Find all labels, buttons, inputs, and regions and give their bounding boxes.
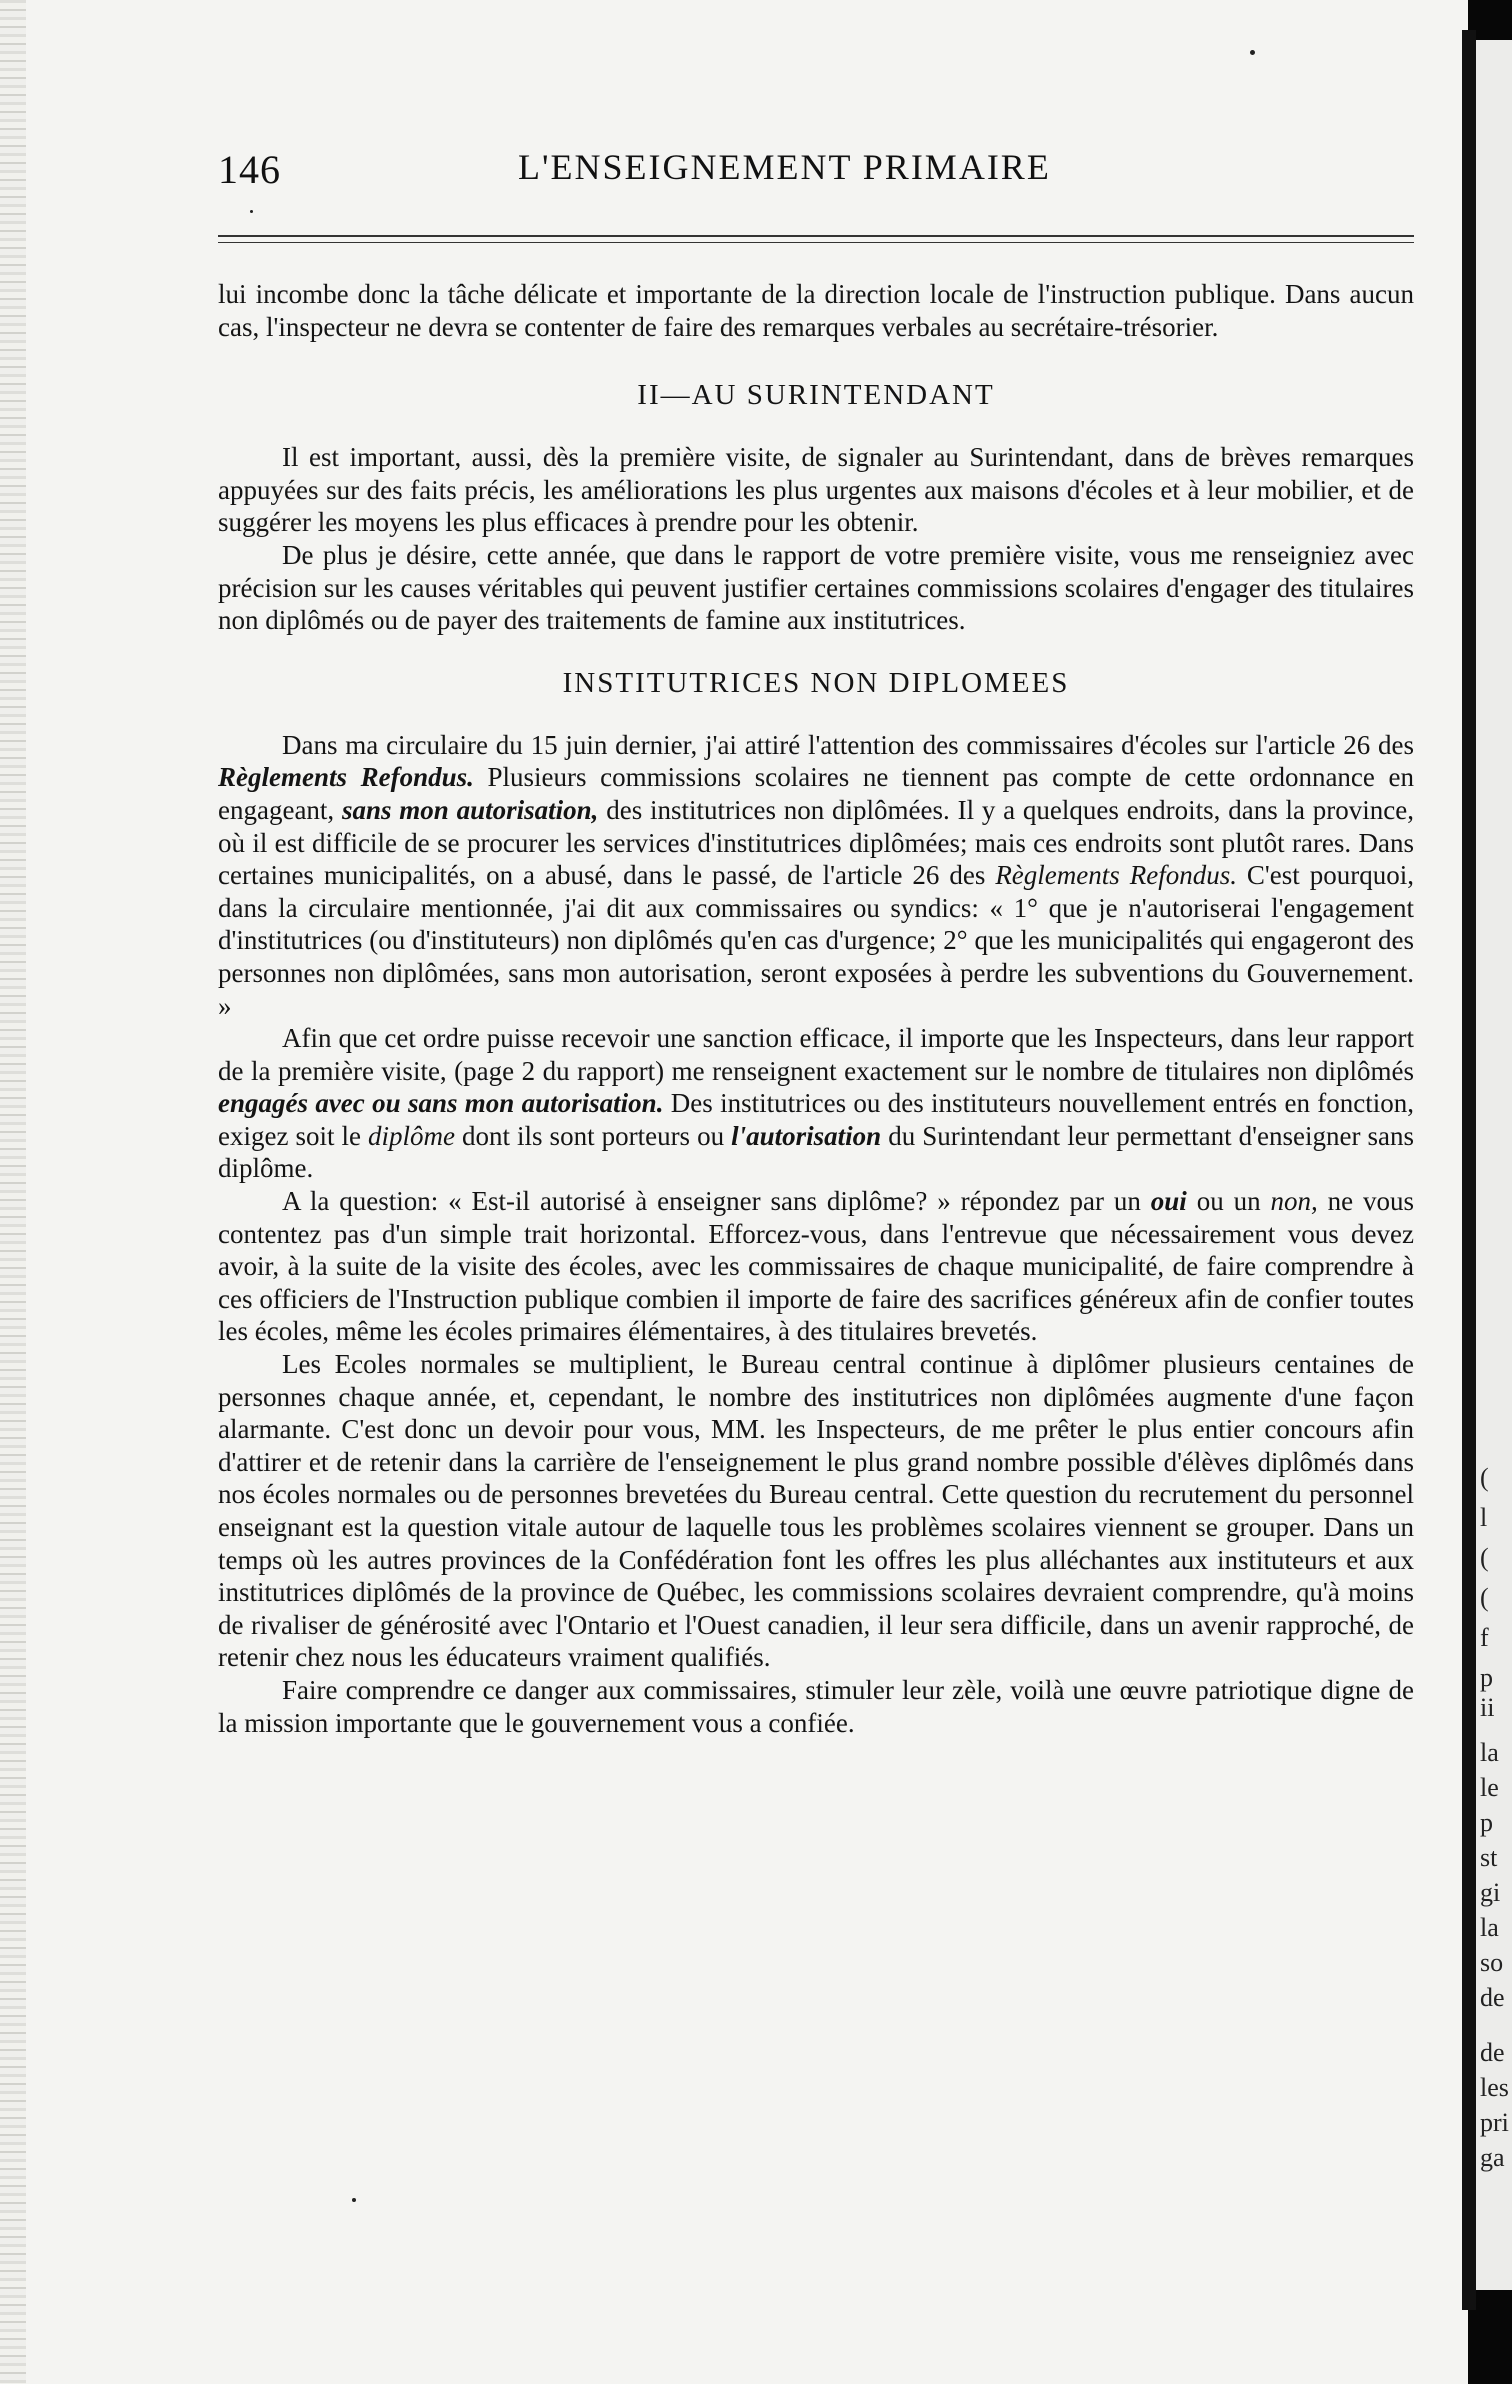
running-header <box>218 146 1418 206</box>
italic-run: oui <box>1150 1186 1187 1217</box>
paragraph <box>218 729 1414 1022</box>
header-rule-thin <box>218 242 1414 243</box>
facing-page-fragment: ( <box>1480 1543 1489 1572</box>
facing-page-fragment: le <box>1480 1773 1499 1802</box>
paragraph: Les Ecoles normales se multiplient, le Bureau central continue à diplômer plusieurs centaines de personnes chaque année, et, cependant, le nombre des institutrices non diplômées augmente d'une façon alarmante. C'est donc un devoir pour vous, MM. les Inspecteurs, de me prêter le plus entier concours afin d'attirer et de retenir dans la carrière de l'enseignement le plus grand nombre possible d'élèves diplômés dans nos écoles normales ou de personnes brevetées du Bureau central. Cette question du recrutement du personnel enseignant est la question vitale autour de laquelle tous les problèmes scolaires viennent se grouper. Dans un temps où les autres provinces de la Confédération font les offres les plus alléchantes aux instituteurs et aux institutrices diplômés de la province de Québec, les commissions scolaires devraient comprendre, qu'à moins de rivaliser de générosité avec l'Ontario et l'Ouest canadien, il leur sera difficile, dans un avenir rapproché, de retenir chez nous les éducateurs vraiment qualifiés. <box>218 1349 1414 1673</box>
text-run: Plusieurs commissions scolaires ne tiennent pas compte de cette ordonnance en engageant, <box>218 762 1415 825</box>
facing-page-fragment: f <box>1480 1623 1489 1652</box>
text-run: ne vous contentez pas d'un simple trait horizontal. Efforcez-vous, dans l'entrevue que nécessairement vous devez avoir, à la suite de la visite des écoles, avec les commissaires de chaque municipalité, de faire comprendre à ces officiers de l'Instruction publique combien il importe de faire des sacrifices généreux afin de confier toutes les écoles, même les écoles primaires élémentaires, à des titulaires brevetés. <box>218 1186 1415 1347</box>
header-rule <box>218 235 1414 237</box>
page-edge <box>0 0 26 2384</box>
italic-run: Règlements Refondus. <box>218 762 474 793</box>
facing-page-fragment: p <box>1480 1808 1493 1837</box>
facing-page-fragment: de <box>1480 2038 1505 2067</box>
text-run: Afin que cet ordre puisse recevoir une sanction efficace, il importe que les Inspecteurs, dans leur rapport de la première visite, (page 2 du rapport) me renseignent exactement sur le nombre de titulaires non diplômés <box>218 1023 1414 1086</box>
italic-run: sans mon autorisation, <box>341 794 599 825</box>
facing-page-fragment: l <box>1480 1503 1488 1532</box>
paragraph: lui incombe donc la tâche délicate et importante de la direction locale de l'instruction publique. Dans aucun cas, l'inspecteur ne devra se contenter de faire des remarques verbales au secrétaire-trésorier. <box>218 279 1414 342</box>
facing-page-fragment: la <box>1480 1738 1499 1767</box>
speck <box>250 210 253 213</box>
italic-run: engagés avec ou sans mon autorisation. <box>218 1088 664 1119</box>
text-run: des institutrices non diplômées. Il y a quelques endroits, dans la province, où il est difficile de se procurer les services d'institutrices diplômées; mais ces endroits sont plutôt rares. Dans certaines municipalités, on a abusé, dans le passé, de l'article 26 des <box>218 794 1414 891</box>
facing-page-fragment: les <box>1480 2073 1509 2102</box>
paragraph: Faire comprendre ce danger aux commissaires, stimuler leur zèle, voilà une œuvre patriotique digne de la mission importante que le gouvernement vous a confiée. <box>218 1674 1414 1738</box>
text-run: Dans ma circulaire du 15 juin dernier, j'ai attiré l'attention des commissaires d'écoles sur l'article 26 des <box>282 729 1414 760</box>
facing-page-fragment: so <box>1480 1948 1504 1977</box>
italic-run: non, <box>1270 1186 1318 1217</box>
italic-run: l'autorisation <box>731 1120 882 1151</box>
facing-page-fragment: ( <box>1480 1583 1489 1612</box>
facing-page-fragment: pri <box>1480 2108 1509 2137</box>
page-number: 146 <box>218 147 281 192</box>
italic-run: diplôme <box>368 1120 455 1151</box>
text-run: du Surintendant leur permettant d'enseigner sans diplôme. <box>218 1120 1414 1184</box>
facing-page-fragment: ( <box>1480 1463 1489 1492</box>
facing-page-fragment: la <box>1480 1913 1499 1942</box>
facing-page-fragment: ga <box>1480 2143 1505 2172</box>
facing-page-fragment: ii <box>1480 1693 1495 1722</box>
paragraph: De plus je désire, cette année, que dans le rapport de votre première visite, vous me renseigniez avec précision sur les causes véritables qui peuvent justifier certaines commissions scolaires d'engager des titulaires non diplômés ou de payer des traitements de famine aux institutrices. <box>218 539 1414 636</box>
text-run: dont ils sont porteurs ou <box>455 1120 732 1151</box>
facing-page-fragment: p <box>1480 1663 1493 1692</box>
paragraph <box>218 1022 1414 1185</box>
section-heading: INSTITUTRICES NON DIPLOMEES <box>562 666 1070 699</box>
book-gutter <box>1462 30 1476 2310</box>
text-run: C'est pourquoi, dans la circulaire mentionnée, j'ai dit aux commissaires ou syndics: « 1° que je n'autoriserai l'engagement d'institutrices (ou d'instituteurs) non diplômés qu'en cas d'urgence; 2° que les municipalités qui engageront des personnes non diplômées, sans mon autorisation, seront exposées à perdre les subventions du Gouvernement. » <box>218 860 1414 1021</box>
text-run: A la question: « Est-il autorisé à enseigner sans diplôme? » répondez par un <box>282 1186 1151 1217</box>
running-title: L'ENSEIGNEMENT PRIMAIRE <box>518 147 1051 187</box>
paragraph <box>218 1185 1414 1348</box>
facing-page-fragment: gi <box>1480 1878 1501 1907</box>
facing-page-fragment: de <box>1480 1983 1505 2012</box>
paragraph: Il est important, aussi, dès la première visite, de signaler au Surintendant, dans de brèves remarques appuyées sur des faits précis, les améliorations les plus urgentes aux maisons d'écoles et à leur mobilier, et de suggérer les moyens les plus efficaces à prendre pour les obtenir. <box>218 442 1414 538</box>
text-run: ou un <box>1186 1186 1271 1217</box>
speck <box>352 2198 356 2202</box>
speck <box>1250 50 1255 55</box>
facing-page-fragment: st <box>1480 1843 1498 1872</box>
text-run: Des institutrices ou des instituteurs nouvellement entrés en fonction, exigez soit le <box>218 1088 1414 1151</box>
section-heading: II—AU SURINTENDANT <box>637 379 995 412</box>
facing-page-strip <box>1476 40 1512 2290</box>
italic-run: Règlements Refondus. <box>995 860 1237 891</box>
body-text <box>218 278 1414 1739</box>
